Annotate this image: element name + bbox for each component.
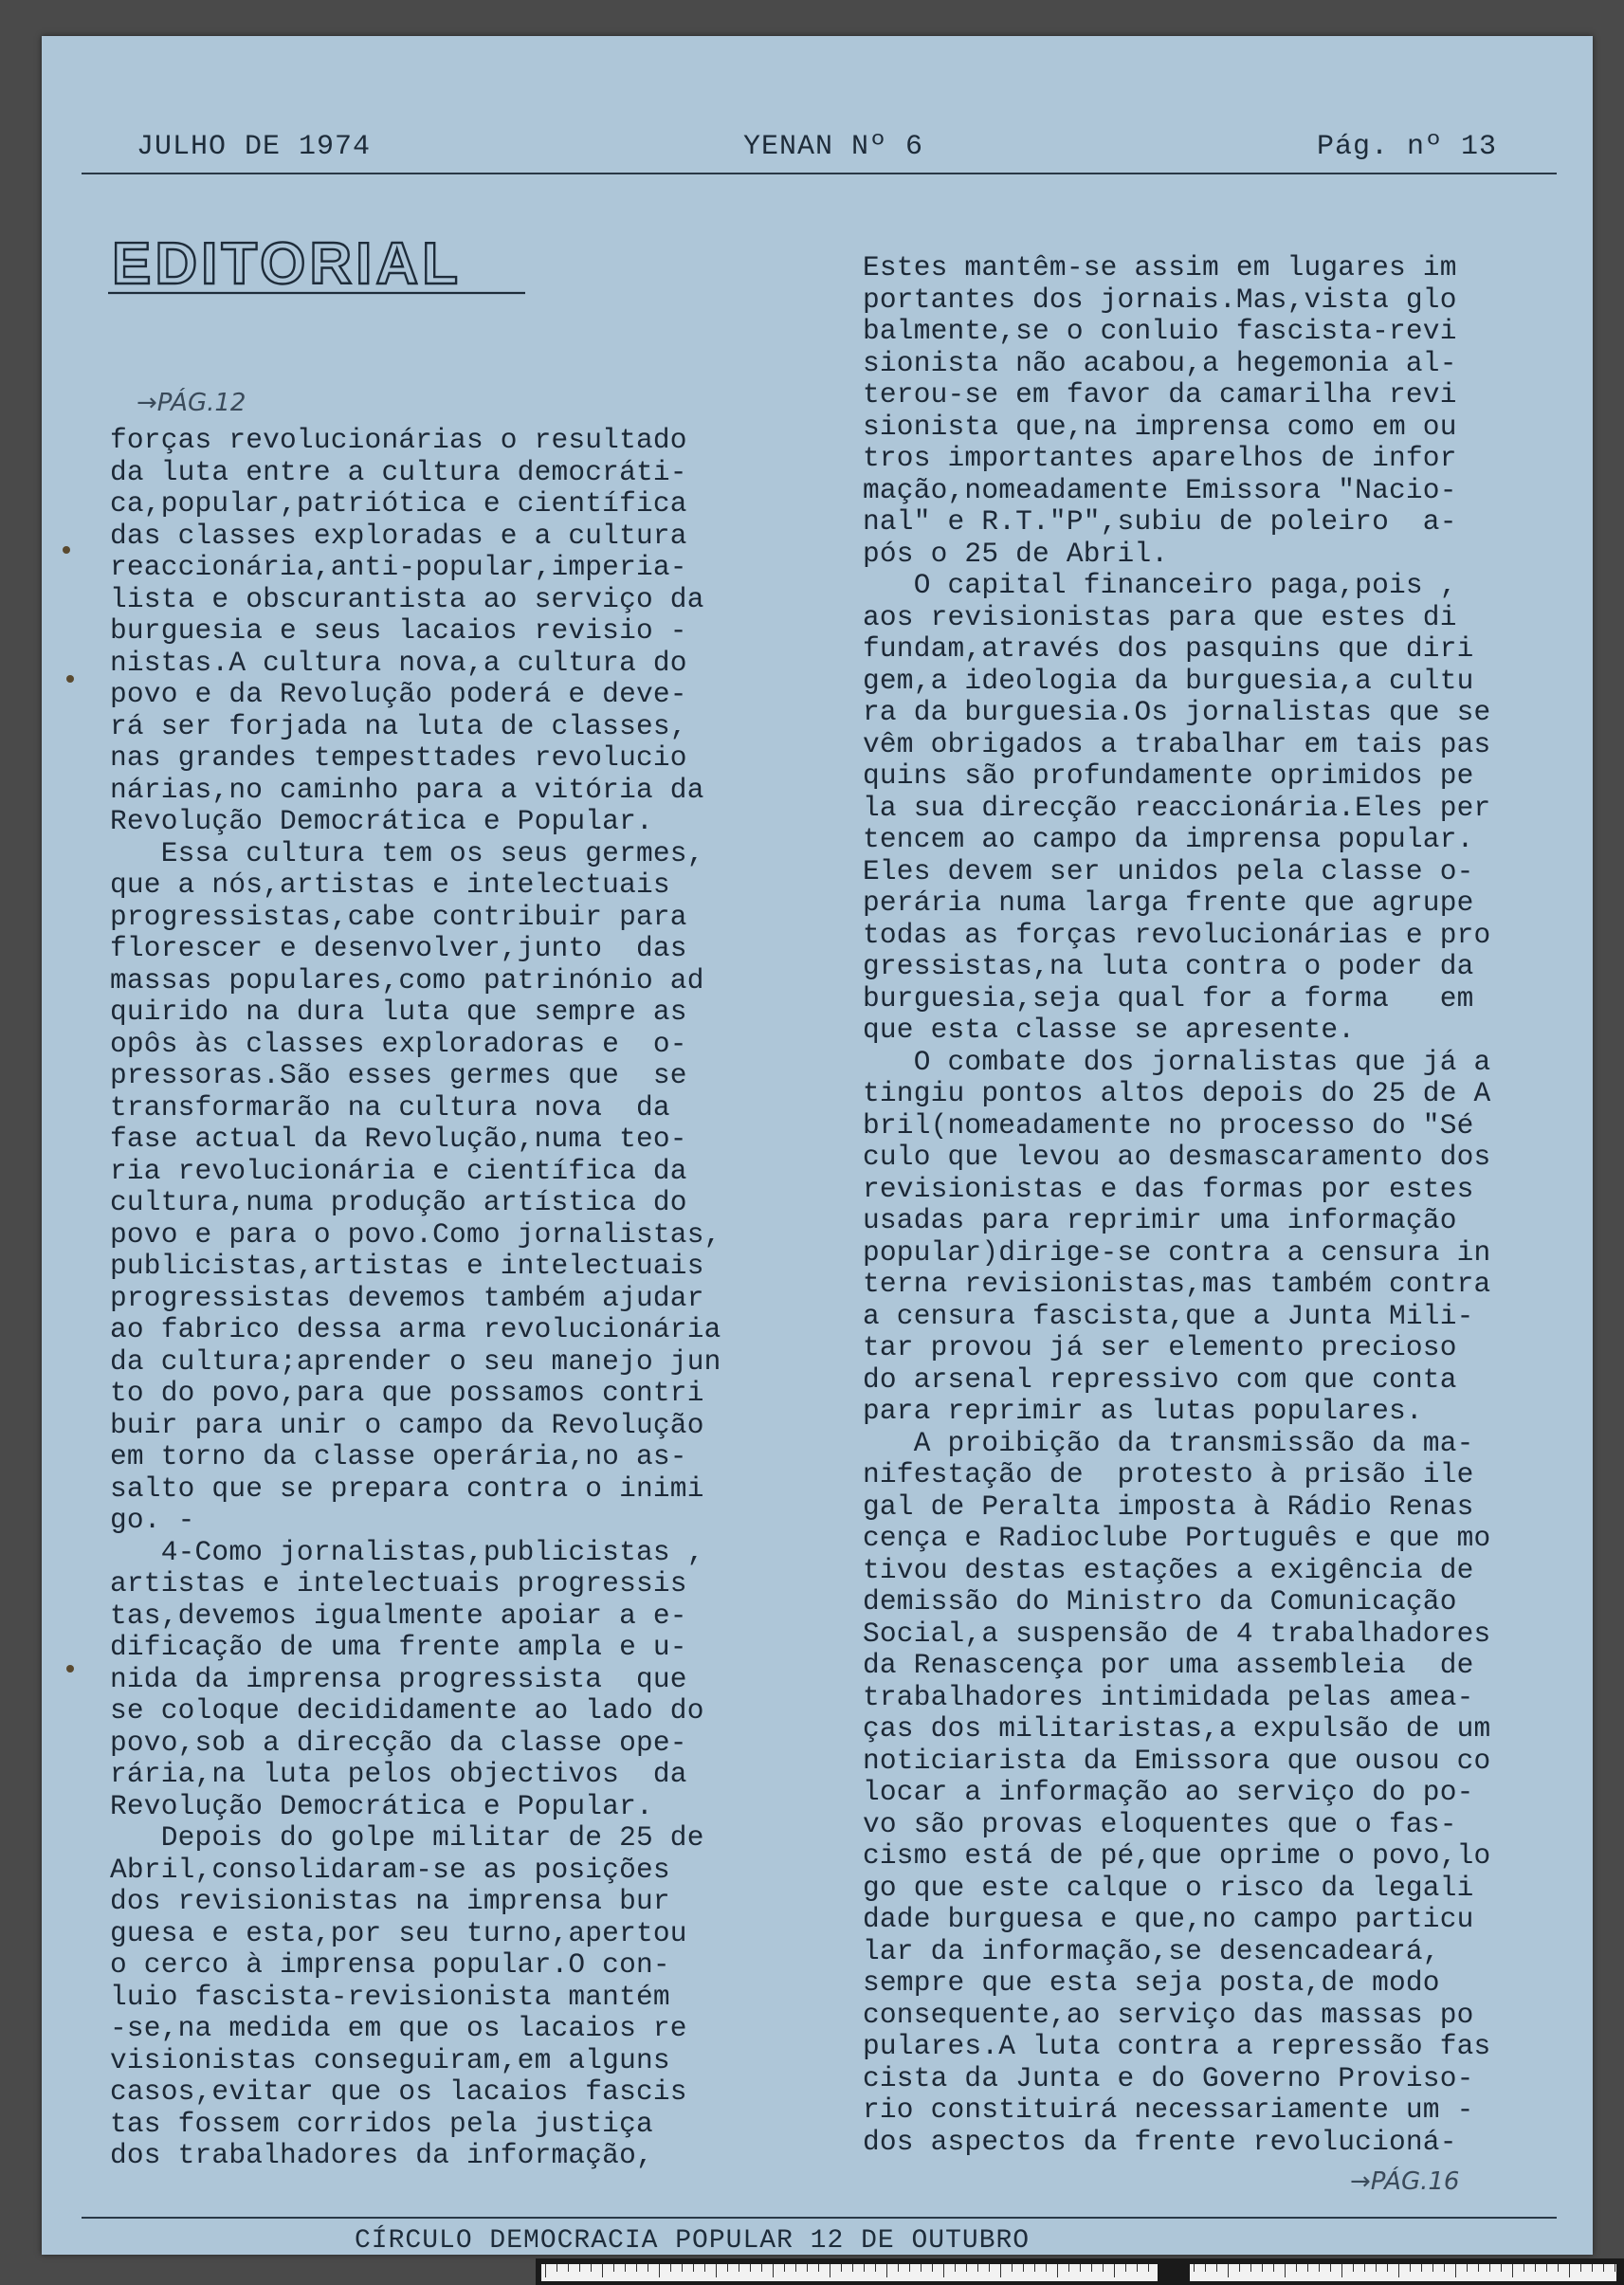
text-line: demissão do Ministro da Comunicação bbox=[863, 1585, 1457, 1618]
text-line: que a nós,artistas e intelectuais bbox=[110, 868, 670, 901]
text-line: perária numa larga frente que agrupe bbox=[863, 887, 1474, 919]
text-line: rária,na luta pelos objectivos da bbox=[110, 1758, 687, 1790]
ruler-tick bbox=[875, 2264, 876, 2272]
text-line: que esta classe se apresente. bbox=[863, 1014, 1356, 1046]
text-line: progressistas devemos também ajudar bbox=[110, 1281, 704, 1314]
text-line: cista da Junta e do Governo Proviso- bbox=[863, 2061, 1474, 2094]
text-line: nida da imprensa progressista que bbox=[110, 1662, 687, 1695]
ruler-tick bbox=[1432, 2264, 1433, 2272]
editorial-outline-lettering bbox=[108, 230, 535, 297]
ruler-tick bbox=[1012, 2264, 1013, 2272]
text-line: culo que levou ao desmascaramento dos bbox=[863, 1141, 1491, 1173]
ruler-tick bbox=[1467, 2264, 1468, 2272]
header-rule bbox=[82, 173, 1557, 174]
ruler-tick bbox=[1376, 2264, 1377, 2272]
ruler-tick bbox=[625, 2264, 626, 2272]
ruler-tick bbox=[966, 2264, 967, 2272]
ruler-tick bbox=[1000, 2264, 1001, 2277]
text-line: tros importantes aparelhos de infor bbox=[863, 442, 1457, 474]
ruler-tick bbox=[932, 2264, 933, 2272]
text-line: vêm obrigados a trabalhar em tais pas bbox=[863, 727, 1491, 760]
text-line: rá ser forjada na luta de classes, bbox=[110, 709, 687, 742]
text-line: tencem ao campo da imprensa popular. bbox=[863, 823, 1474, 855]
scale-ruler bbox=[536, 2258, 1624, 2285]
ruler-tick bbox=[898, 2264, 899, 2272]
ruler-tick bbox=[1478, 2264, 1479, 2272]
ruler-tick bbox=[1330, 2264, 1331, 2272]
punch-mark bbox=[66, 675, 74, 683]
text-line: portantes dos jornais.Mas,vista glo bbox=[863, 283, 1457, 316]
ruler-tick bbox=[1444, 2264, 1445, 2272]
ruler-tick bbox=[1307, 2264, 1308, 2272]
ruler-tick bbox=[1398, 2264, 1399, 2277]
text-line: para reprimir as lutas populares. bbox=[863, 1395, 1423, 1427]
header-date: JULHO DE 1974 bbox=[137, 131, 372, 163]
text-line: salto que se prepara contra o inimi bbox=[110, 1472, 704, 1505]
ruler-tick bbox=[761, 2264, 762, 2272]
text-line: ra da burguesia.Os jornalistas que se bbox=[863, 696, 1491, 728]
text-line: forças revolucionárias o resultado bbox=[110, 424, 687, 456]
ruler-tick bbox=[784, 2264, 785, 2272]
ruler-tick bbox=[1125, 2264, 1126, 2272]
footer-rule bbox=[82, 2217, 1557, 2219]
text-line: burguesia e seus lacaios revisio - bbox=[110, 614, 687, 647]
text-line: tar provou já ser elemento precioso bbox=[863, 1331, 1457, 1363]
editorial-title-text: EDITORIAL bbox=[112, 231, 462, 297]
ruler-tick bbox=[886, 2264, 887, 2277]
text-line: fundam,através dos pasquins que diri bbox=[863, 632, 1474, 665]
text-line: quirido na dura luta que sempre as bbox=[110, 996, 687, 1028]
text-line: gressistas,na luta contra o poder da bbox=[863, 950, 1474, 982]
text-line: dade burguesa e que,no campo particu bbox=[863, 1903, 1474, 1935]
text-line: lar da informação,se desencadeará, bbox=[863, 1934, 1440, 1967]
text-line: vo são provas eloquentes que o fas- bbox=[863, 1807, 1457, 1840]
text-line: revisionistas e das formas por estes bbox=[863, 1172, 1474, 1205]
ruler-tick bbox=[613, 2264, 614, 2272]
ruler-tick bbox=[750, 2264, 751, 2272]
text-line: balmente,se o conluio fascista-revi bbox=[863, 315, 1457, 347]
ruler-tick bbox=[1148, 2264, 1149, 2272]
ruler-tick bbox=[670, 2264, 671, 2272]
text-line: aos revisionistas para que estes di bbox=[863, 600, 1457, 633]
text-line: la sua direcção reaccionária.Eles per bbox=[863, 791, 1491, 824]
ruler-tick bbox=[1489, 2264, 1490, 2272]
text-line: reaccionária,anti-popular,imperia- bbox=[110, 551, 687, 583]
text-line: buir para unir o campo da Revolução bbox=[110, 1408, 704, 1441]
text-line: tivou destas estações a exigência de bbox=[863, 1553, 1474, 1586]
punch-mark bbox=[63, 546, 70, 554]
ruler-tick bbox=[795, 2264, 796, 2272]
text-line: nifestação de protesto à prisão ile bbox=[863, 1458, 1474, 1490]
text-line: nas grandes tempesttades revolucio bbox=[110, 741, 687, 774]
ruler-tick bbox=[1558, 2264, 1559, 2272]
ruler-tick bbox=[909, 2264, 910, 2272]
text-line: sempre que esta seja posta,de modo bbox=[863, 1966, 1440, 1999]
text-line: da cultura;aprender o seu manejo jun bbox=[110, 1344, 721, 1378]
text-line: se coloque decididamente ao lado do bbox=[110, 1694, 704, 1727]
ruler-tick bbox=[1580, 2264, 1581, 2272]
text-line: to do povo,para que possamos contri bbox=[110, 1377, 704, 1409]
header-page-number: Pág. nº 13 bbox=[1317, 131, 1498, 163]
text-line: sionista que,na imprensa como em ou bbox=[863, 410, 1457, 443]
text-line: sionista não acabou,a hegemonia al- bbox=[863, 346, 1457, 379]
text-line: opôs às classes exploradoras e o- bbox=[110, 1027, 687, 1060]
text-line: usadas para reprimir uma informação bbox=[863, 1204, 1457, 1236]
text-line: tas,devemos igualmente apoiar a e- bbox=[110, 1599, 687, 1632]
ruler-tick bbox=[1239, 2264, 1240, 2272]
text-line: artistas e intelectuais progressis bbox=[110, 1567, 687, 1600]
text-line: fase actual da Revolução,numa teo- bbox=[110, 1123, 687, 1155]
text-line: pressoras.São esses germes que se bbox=[110, 1059, 687, 1091]
text-line: pulares.A luta contra a repressão fas bbox=[863, 2030, 1491, 2062]
text-line: publicistas,artistas e intelectuais bbox=[110, 1250, 704, 1282]
text-line: da luta entre a cultura democráti- bbox=[110, 455, 687, 488]
text-line: burguesia,seja qual for a forma em bbox=[863, 981, 1474, 1015]
ruler-tick bbox=[1546, 2264, 1547, 2272]
text-line: bril(nomeadamente no processo do "Sé bbox=[863, 1108, 1474, 1142]
ruler-tick bbox=[1364, 2264, 1365, 2272]
ruler-tick bbox=[1194, 2264, 1195, 2272]
text-line: ca,popular,patriótica e científica bbox=[110, 487, 687, 520]
ruler-tick bbox=[579, 2264, 580, 2272]
ruler-tick bbox=[1250, 2264, 1251, 2272]
ruler-tick bbox=[1091, 2264, 1092, 2272]
ruler-tick bbox=[841, 2264, 842, 2272]
ruler-tick bbox=[943, 2264, 944, 2277]
ruler-tick bbox=[1421, 2264, 1422, 2272]
text-line: mação,nomeadamente Emissora "Nacio- bbox=[863, 473, 1457, 506]
text-line: todas as forças revolucionárias e pro bbox=[863, 918, 1491, 951]
text-line: trabalhadores intimidada pelas amea- bbox=[863, 1680, 1474, 1713]
ruler-tick bbox=[1057, 2264, 1058, 2277]
editorial-title bbox=[108, 230, 535, 297]
ruler-tick bbox=[727, 2264, 728, 2272]
right-column bbox=[863, 252, 1593, 2158]
text-line: O combate dos jornalistas que já a bbox=[863, 1045, 1491, 1078]
text-line: em torno da classe operária,no as- bbox=[110, 1440, 687, 1472]
ruler-tick bbox=[1535, 2264, 1536, 2272]
text-line: go. - bbox=[110, 1504, 195, 1536]
ruler-tick bbox=[545, 2264, 546, 2277]
text-line: casos,evitar que os lacaios fascis bbox=[110, 2075, 687, 2108]
text-line: noticiarista da Emissora que ousou co bbox=[863, 1744, 1491, 1777]
text-line: Revolução Democrática e Popular. bbox=[110, 1789, 653, 1822]
text-line: povo e da Revolução poderá e deve- bbox=[110, 678, 687, 710]
text-line: cultura,numa produção artística do bbox=[110, 1186, 687, 1218]
text-line: tas fossem corridos pela justiça bbox=[110, 2107, 653, 2140]
text-line: Estes mantêm-se assim em lugares im bbox=[863, 251, 1457, 283]
ruler-tick bbox=[1455, 2264, 1456, 2277]
ruler-tick bbox=[1341, 2264, 1342, 2277]
text-line: Essa cultura tem os seus germes, bbox=[110, 836, 704, 869]
ruler-tick bbox=[1068, 2264, 1069, 2272]
text-line: tingiu pontos altos depois do 25 de A bbox=[863, 1077, 1491, 1109]
ruler-tick bbox=[1603, 2264, 1604, 2272]
handwritten-ref-to: →PÁG.16 bbox=[1350, 2167, 1460, 2196]
text-line: visionistas conseguiram,em alguns bbox=[110, 2043, 670, 2076]
ruler-tick bbox=[1569, 2264, 1570, 2277]
ruler-tick bbox=[1387, 2264, 1388, 2272]
text-line: A proibição da transmissão da ma- bbox=[863, 1426, 1474, 1459]
text-line: o cerco à imprensa popular.O con- bbox=[110, 1948, 670, 1981]
ruler-tick bbox=[636, 2264, 637, 2272]
text-line: -se,na medida em que os lacaios re bbox=[110, 2012, 687, 2044]
ruler-tick bbox=[1319, 2264, 1320, 2272]
text-line: nal" e R.T."P",subiu de poleiro a- bbox=[863, 505, 1457, 538]
ruler-tick bbox=[1501, 2264, 1502, 2272]
ruler-tick bbox=[1353, 2264, 1354, 2272]
text-line: povo e para o povo.Como jornalistas, bbox=[110, 1217, 721, 1251]
punch-mark bbox=[66, 1665, 74, 1673]
page-header bbox=[137, 131, 1540, 178]
text-line: ao fabrico dessa arma revolucionária bbox=[110, 1313, 721, 1345]
text-line: nistas.A cultura nova,a cultura do bbox=[110, 646, 687, 679]
text-line: gem,a ideologia da burguesia,a cultu bbox=[863, 664, 1474, 697]
text-line: do arsenal repressivo com que conta bbox=[863, 1362, 1457, 1396]
ruler-tick bbox=[1023, 2264, 1024, 2272]
text-line: ria revolucionária e científica da bbox=[110, 1154, 687, 1187]
text-line: progressistas,cabe contribuir para bbox=[110, 900, 687, 933]
ruler-tick bbox=[1273, 2264, 1274, 2272]
header-publication: YENAN Nº 6 bbox=[743, 131, 924, 163]
text-line: Revolução Democrática e Popular. bbox=[110, 805, 653, 837]
ruler-tick bbox=[682, 2264, 683, 2272]
text-line: massas populares,como patrinónio ad bbox=[110, 963, 704, 996]
text-line: cença e Radioclube Português e que mo bbox=[863, 1522, 1491, 1554]
ruler-tick bbox=[693, 2264, 694, 2272]
ruler-tick bbox=[716, 2264, 717, 2277]
ruler-tick bbox=[1205, 2264, 1206, 2272]
text-line: cismo está de pé,que oprime o povo,lo bbox=[863, 1839, 1491, 1872]
ruler-tick bbox=[1046, 2264, 1047, 2272]
text-line: 4-Como jornalistas,publicistas , bbox=[110, 1535, 704, 1568]
ruler-tick bbox=[1262, 2264, 1263, 2272]
text-line: luio fascista-revisionista mantém bbox=[110, 1980, 670, 2013]
ruler-tick bbox=[773, 2264, 774, 2277]
ruler-tick bbox=[1103, 2264, 1104, 2272]
text-line: da Renascença por uma assembleia de bbox=[863, 1649, 1474, 1681]
ruler-tick bbox=[818, 2264, 819, 2272]
ruler-tick bbox=[568, 2264, 569, 2272]
ruler-tick bbox=[1216, 2264, 1217, 2272]
left-column bbox=[110, 425, 830, 2172]
ruler-tick bbox=[955, 2264, 956, 2272]
ruler-tick bbox=[1592, 2264, 1593, 2272]
ruler-tick bbox=[1034, 2264, 1035, 2272]
text-line: ças dos militaristas,a expulsão de um bbox=[863, 1712, 1491, 1745]
text-line: popular)dirige-se contra a censura in bbox=[863, 1235, 1491, 1269]
ruler-tick bbox=[807, 2264, 808, 2272]
ruler-tick bbox=[977, 2264, 978, 2272]
text-line: Abril,consolidaram-se as posições bbox=[110, 1853, 670, 1886]
text-line: dos trabalhadores da informação, bbox=[110, 2139, 653, 2171]
text-line: pós o 25 de Abril. bbox=[863, 537, 1169, 570]
document-page bbox=[42, 36, 1593, 2255]
ruler-tick bbox=[1080, 2264, 1081, 2272]
ruler-tick bbox=[1137, 2264, 1138, 2272]
ruler-tick bbox=[659, 2264, 660, 2277]
text-line: quins são profundamente oprimidos pe bbox=[863, 759, 1474, 792]
text-line: consequente,ao serviço das massas po bbox=[863, 1998, 1474, 2031]
ruler-tick bbox=[1410, 2264, 1411, 2272]
ruler-tick bbox=[864, 2264, 865, 2272]
text-line: Eles devem ser unidos pela classe o- bbox=[863, 854, 1474, 887]
ruler-tick bbox=[602, 2264, 603, 2277]
text-line: dos aspectos da frente revolucioná- bbox=[863, 2125, 1457, 2158]
text-line: gal de Peralta imposta à Rádio Renas bbox=[863, 1490, 1474, 1523]
text-line: transformarão na cultura nova da bbox=[110, 1090, 670, 1124]
ruler-tick bbox=[852, 2264, 853, 2272]
handwritten-ref-from: →PÁG.12 bbox=[137, 389, 246, 417]
text-line: locar a informação ao serviço do po- bbox=[863, 1776, 1474, 1808]
text-line: Social,a suspensão de 4 trabalhadores bbox=[863, 1617, 1491, 1650]
text-line: go que este calque o risco da legali bbox=[863, 1871, 1474, 1904]
text-line: florescer e desenvolver,junto das bbox=[110, 932, 687, 964]
page-footer: CÍRCULO DEMOCRACIA POPULAR 12 DE OUTUBRO bbox=[355, 2226, 1031, 2256]
text-line: dos revisionistas na imprensa bur bbox=[110, 1885, 670, 1917]
text-line: dificação de uma frente ampla e u- bbox=[110, 1631, 687, 1663]
text-line: rio constituirá necessariamente um - bbox=[863, 2093, 1474, 2126]
text-line: O capital financeiro paga,pois , bbox=[863, 569, 1457, 601]
text-line: terou-se em favor da camarilha revi bbox=[863, 378, 1457, 411]
text-line: Depois do golpe militar de 25 de bbox=[110, 1821, 704, 1854]
text-line: povo,sob a direcção da classe ope- bbox=[110, 1726, 687, 1759]
text-line: nárias,no caminho para a vitória da bbox=[110, 773, 704, 806]
ruler-tick bbox=[1228, 2264, 1229, 2277]
ruler-tick bbox=[989, 2264, 990, 2272]
text-line: terna revisionistas,mas também contra bbox=[863, 1268, 1491, 1300]
text-line: a censura fascista,que a Junta Mili- bbox=[863, 1299, 1474, 1332]
text-line: lista e obscurantista ao serviço da bbox=[110, 582, 704, 615]
ruler-tick bbox=[1285, 2264, 1286, 2277]
text-line: guesa e esta,por seu turno,apertou bbox=[110, 1916, 687, 1949]
ruler-tick bbox=[1512, 2264, 1513, 2277]
ruler-tick bbox=[591, 2264, 592, 2272]
ruler-tick bbox=[1296, 2264, 1297, 2272]
ruler-tick bbox=[704, 2264, 705, 2272]
text-line: das classes exploradas e a cultura bbox=[110, 519, 687, 552]
ruler-tick bbox=[1114, 2264, 1115, 2277]
